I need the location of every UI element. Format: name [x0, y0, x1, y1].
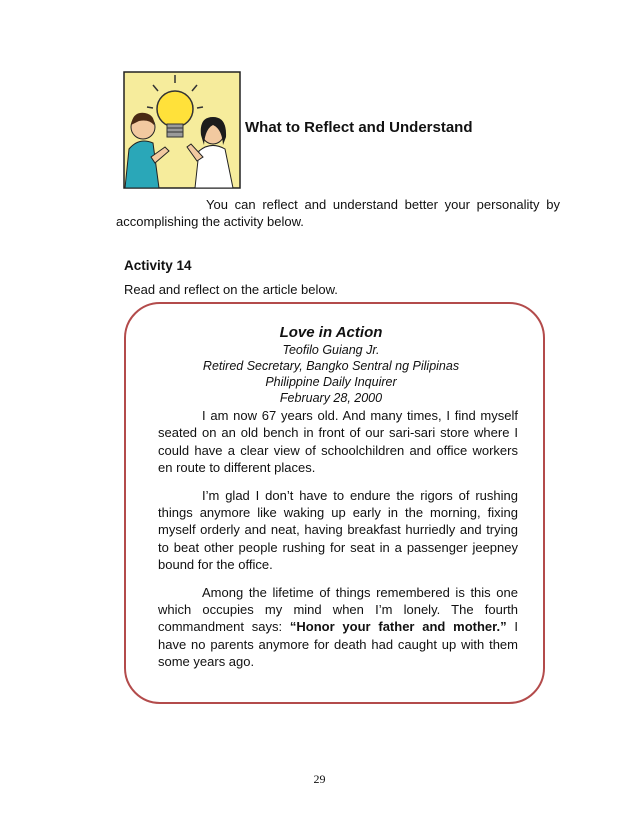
- article-title: Love in Action: [279, 324, 383, 341]
- article-body: [158, 407, 518, 681]
- article-paragraph: I am now 67 years old. And many times, I find myself seated on an old bench in front of our sari-sari store where I could have a clear view of schoolchildren and office workers en route to different places.: [158, 408, 518, 476]
- article-author: Teofilo Guiang Jr.: [282, 343, 380, 357]
- section-intro: [116, 196, 560, 230]
- commandment-quote: “Honor your father and mother.”: [289, 619, 507, 635]
- paragraph-text: I have no parents anymore for death had caught up with them some years ago.: [158, 619, 518, 670]
- activity-instruction: Read and reflect on the article below.: [124, 282, 338, 297]
- paragraph-text: Among the lifetime of things remembered is this one which occupies my mind when I’m lonely. The fourth commandment says:: [158, 584, 518, 635]
- article-header: [142, 323, 520, 406]
- page-number: 29: [313, 772, 326, 786]
- article-author-role: Retired Secretary, Bangko Sentral ng Pilipinas: [202, 359, 460, 373]
- article-date: February 28, 2000: [279, 391, 383, 405]
- section-title: What to Reflect and Understand: [245, 119, 473, 136]
- article-paragraph: I’m glad I don’t have to endure the rigors of rushing things anymore like waking up early in the morning, fixing myself orderly and neat, having breakfast hurriedly and trying to beat other people rushing for seat in a passenger jeepney bound for the office.: [158, 487, 518, 573]
- people-with-lightbulb-illustration: [123, 71, 241, 189]
- article-publication: Philippine Daily Inquirer: [265, 375, 397, 389]
- article-paragraph: [158, 584, 518, 671]
- activity-title: Activity 14: [124, 258, 192, 273]
- section-intro-text: You can reflect and understand better your personality by accomplishing the activity below.: [116, 197, 560, 229]
